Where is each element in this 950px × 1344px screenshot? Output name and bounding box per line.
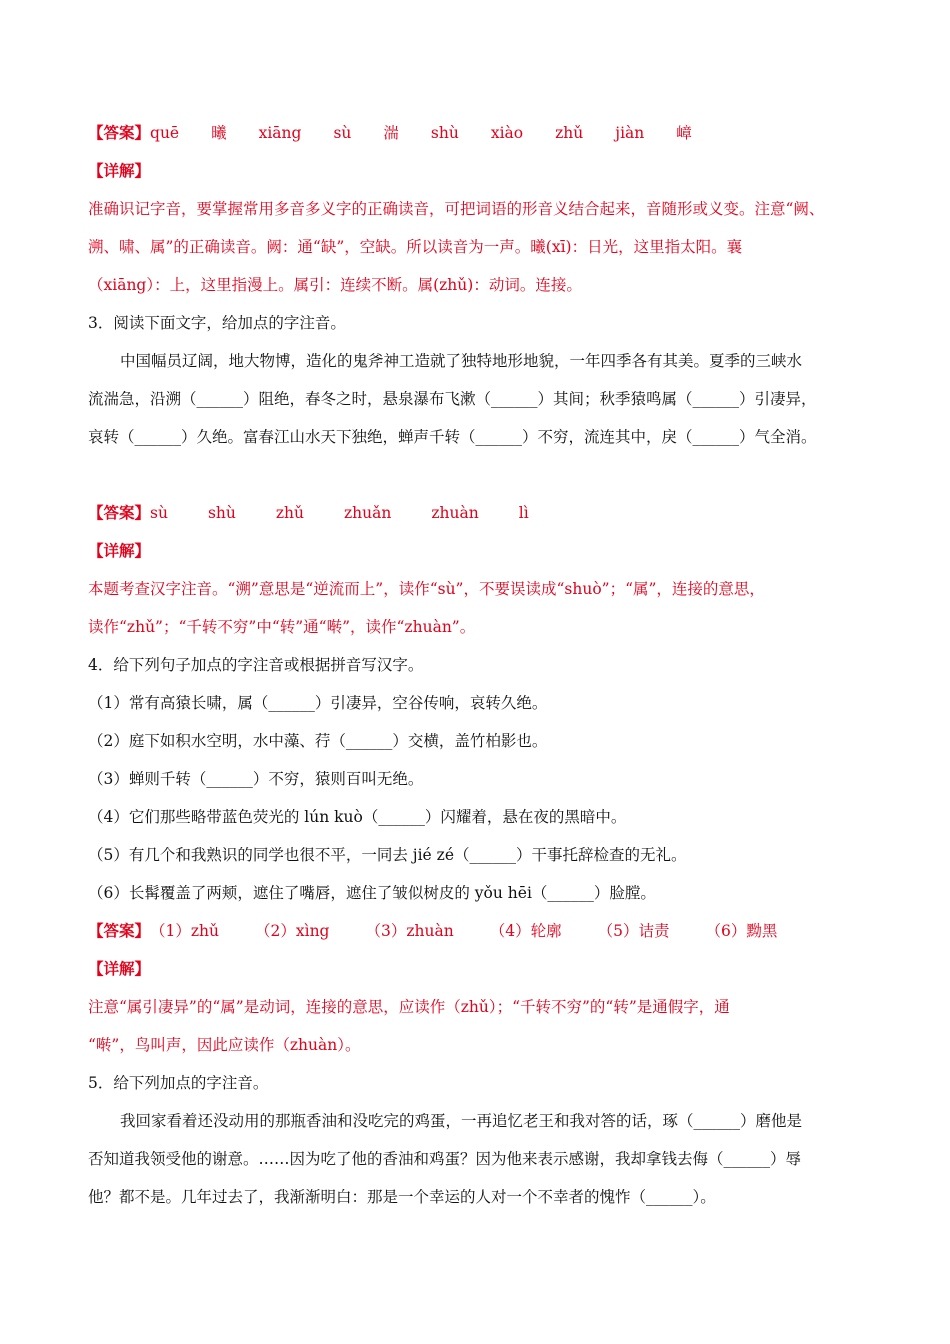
- answer-item: （1）zhǔ: [150, 922, 220, 940]
- question-4-item-5: （5）有几个和我熟识的同学也很不平，一同去 jié zé（______）干事托辞检查的无礼。: [88, 846, 687, 864]
- answer-item: xiào: [490, 124, 524, 142]
- detail-label-4: 【详解】: [88, 959, 151, 978]
- detail-1-line-1: 准确识记字音，要掌握常用多音多义字的正确读音，可把词语的形音义结合起来，音随形或义变。注意“阙、: [88, 200, 825, 218]
- answer-item: xiāng: [258, 124, 302, 142]
- answer-item: 曦: [211, 124, 227, 142]
- answer-item: zhǔ: [275, 504, 305, 522]
- answer-label: 【答案】: [88, 503, 151, 522]
- question-4-title: 4．给下列句子加点的字注音或根据拼音写汉字。: [88, 656, 424, 674]
- answer-item: 嶂: [676, 124, 692, 142]
- answer-item: sù: [333, 124, 352, 142]
- detail-3-line-1: 本题考查汉字注音。“溯”意思是“逆流而上”，读作“sù”，不要误读成“shuò”；“属”，连接的意思，: [88, 580, 765, 598]
- answer-item: zhǔ: [555, 124, 584, 142]
- answer-item: （5）诘责: [597, 922, 670, 940]
- answer-3: [88, 503, 868, 523]
- answer-label: 【答案】: [88, 921, 151, 940]
- detail-4-line-1: 注意“属引凄异”的“属”是动词，连接的意思，应读作（zhǔ）；“千转不穷”的“转”是通假字，通: [88, 998, 730, 1016]
- question-3-line-2: 流湍急，沿溯（______）阻绝，春冬之时，悬泉瀑布飞漱（______）其间；秋季猿鸣属（______）引凄异，: [88, 390, 817, 408]
- question-3-line-3: 哀转（______）久绝。富春江山水天下独绝，蝉声千转（______）不穷，流连其中，戾（______）气全消。: [88, 428, 817, 446]
- question-5-line-3: 他？都不是。几年过去了，我渐渐明白：那是一个幸运的人对一个不幸者的愧怍（______）。: [88, 1188, 716, 1206]
- detail-label-3: 【详解】: [88, 541, 151, 560]
- question-4-item-4: （4）它们那些略带蓝色荧光的 lún kuò（______）闪耀着，悬在夜的黑暗中。: [88, 808, 627, 826]
- answer-item: （2）xìng: [255, 922, 330, 940]
- answer-item: 湍: [383, 124, 399, 142]
- detail-3-line-2: 读作“zhǔ”；“千转不穷”中“转”通“啭”，读作“zhuàn”。: [88, 618, 476, 636]
- answer-items: [150, 124, 724, 142]
- question-3-title: 3．阅读下面文字，给加点的字注音。: [88, 314, 346, 332]
- detail-1-line-2: 溯、啸、属”的正确读音。阙：通“缺”，空缺。所以读音为一声。曦(xī)：日光，这里指太阳。襄: [88, 238, 743, 256]
- answer-item: lì: [518, 504, 529, 522]
- answer-items: [150, 922, 813, 940]
- answer-item: （3）zhuàn: [365, 922, 454, 940]
- answer-1: [88, 123, 868, 143]
- question-3-line-1: 中国幅员辽阔，地大物博，造化的鬼斧神工造就了独特地形地貌，一年四季各有其美。夏季的三峡水: [120, 352, 803, 370]
- question-4-item-1: （1）常有高猿长啸，属（______）引凄异，空谷传响，哀转久绝。: [88, 694, 548, 712]
- answer-4: [88, 921, 868, 941]
- answer-item: shù: [430, 124, 459, 142]
- answer-label: 【答案】: [88, 123, 151, 142]
- question-5-title: 5．给下列加点的字注音。: [88, 1074, 269, 1092]
- detail-label-1: 【详解】: [88, 161, 151, 180]
- question-5-line-2: 否知道我领受他的谢意。……因为吃了他的香油和鸡蛋？因为他来表示感谢，我却拿钱去侮（______）辱: [88, 1150, 802, 1168]
- answer-item: sù: [150, 504, 168, 522]
- answer-item: （6）黝黑: [705, 922, 778, 940]
- question-5-line-1: 我回家看着还没动用的那瓶香油和没吃完的鸡蛋，一再追忆老王和我对答的话，琢（______）磨他是: [120, 1112, 803, 1130]
- detail-4-line-2: “啭”，鸟叫声，因此应读作（zhuàn）。: [88, 1036, 361, 1054]
- question-4-item-3: （3）蝉则千转（______）不穷，猿则百叫无绝。: [88, 770, 424, 788]
- answer-item: zhuàn: [431, 504, 479, 522]
- answer-item: zhuǎn: [344, 504, 392, 522]
- answer-items: [150, 504, 569, 522]
- question-4-item-6: （6）长髯覆盖了两颊，遮住了嘴唇，遮住了皱似树皮的 yǒu hēi（______）脸膛。: [88, 884, 656, 902]
- question-4-item-2: （2）庭下如积水空明，水中藻、荇（______）交横，盖竹柏影也。: [88, 732, 548, 750]
- answer-item: quē: [150, 124, 180, 142]
- detail-1-line-3: （xiāng）：上，这里指漫上。属引：连续不断。属(zhǔ)：动词。连接。: [88, 276, 582, 294]
- answer-item: （4）轮廓: [489, 922, 562, 940]
- answer-item: jiàn: [615, 124, 645, 142]
- answer-item: shù: [207, 504, 236, 522]
